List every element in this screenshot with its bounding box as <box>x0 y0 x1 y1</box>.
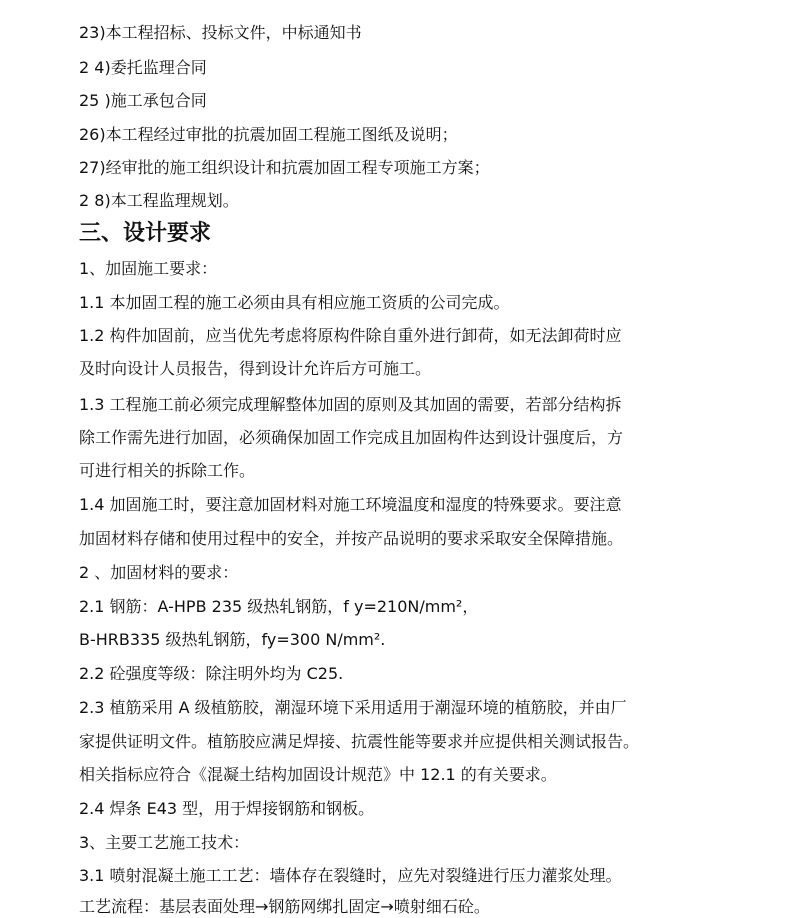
paragraph-2-1-line-1: 2.1 钢筋：A-HPB 235 级热轧钢筋，f y=210N/mm²， <box>79 597 479 616</box>
process-flow-line: 工艺流程：基层表面处理→钢筋网绑扎固定→喷射细石砼。 <box>79 897 490 916</box>
paragraph-2-3-line-3: 相关指标应符合《混凝土结构加固设计规范》中 12.1 的有关要求。 <box>79 765 557 784</box>
paragraph-1-3-line-3: 可进行相关的拆除工作。 <box>79 461 256 480</box>
paragraph-2-3-line-1: 2.3 植筋采用 A 级植筋胶，潮湿环境下采用适用于潮湿环境的植筋胶，并由厂 <box>79 698 627 717</box>
paragraph-1-4-line-1: 1.4 加固施工时，要注意加固材料对施工环境温度和湿度的特殊要求。要注意 <box>79 495 622 514</box>
paragraph-1-1: 1.1 本加固工程的施工必须由具有相应施工资质的公司完成。 <box>79 293 510 312</box>
reference-item-25: 25 )施工承包合同 <box>79 91 207 110</box>
paragraph-1-2-line-1: 1.2 构件加固前，应当优先考虑将原构件除自重外进行卸荷，如无法卸荷时应 <box>79 326 622 345</box>
paragraph-1-2-line-2: 及时向设计人员报告，得到设计允许后方可施工。 <box>79 359 432 378</box>
paragraph-2-2: 2.2 砼强度等级：除注明外均为 C25. <box>79 664 344 683</box>
subheading-process-techniques: 3、主要工艺施工技术： <box>79 833 250 852</box>
subheading-construction-requirements: 1、加固施工要求： <box>79 259 218 278</box>
reference-item-23: 23)本工程招标、投标文件，中标通知书 <box>79 23 362 42</box>
paragraph-1-3-line-1: 1.3 工程施工前必须完成理解整体加固的原则及其加固的需要，若部分结构拆 <box>79 395 622 414</box>
paragraph-2-1-line-2: B-HRB335 级热轧钢筋，fy=300 N/mm². <box>79 630 386 649</box>
reference-item-24: 2 4)委托监理合同 <box>79 58 207 77</box>
paragraph-3-1: 3.1 喷射混凝土施工工艺：墙体存在裂缝时，应先对裂缝进行压力灌浆处理。 <box>79 866 622 885</box>
subheading-material-requirements: 2 、加固材料的要求： <box>79 563 239 582</box>
reference-item-26: 26)本工程经过审批的抗震加固工程施工图纸及说明； <box>79 125 458 144</box>
reference-item-28: 2 8)本工程监理规划。 <box>79 191 239 210</box>
paragraph-2-3-line-2: 家提供证明文件。植筋胶应满足焊接、抗震性能等要求并应提供相关测试报告。 <box>79 732 640 751</box>
paragraph-2-4: 2.4 焊条 E43 型，用于焊接钢筋和钢板。 <box>79 799 375 818</box>
reference-item-27: 27)经审批的施工组织设计和抗震加固工程专项施工方案； <box>79 158 490 177</box>
paragraph-1-4-line-2: 加固材料存储和使用过程中的安全，并按产品说明的要求采取安全保障措施。 <box>79 529 624 548</box>
paragraph-1-3-line-2: 除工作需先进行加固，必须确保加固工作完成且加固构件达到设计强度后，方 <box>79 428 624 447</box>
section-heading-design-requirements: 三、设计要求 <box>79 221 212 246</box>
